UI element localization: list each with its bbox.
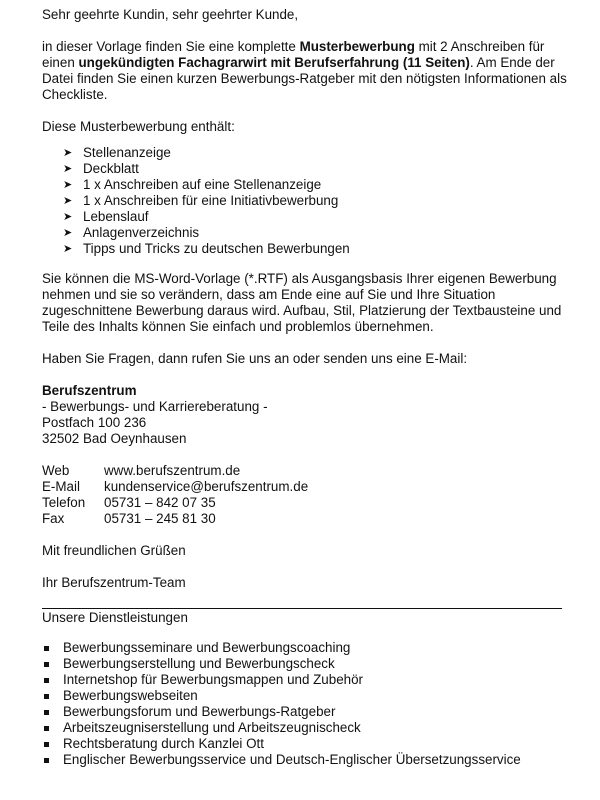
square-bullet-icon: [44, 662, 49, 667]
closing: Mit freundlichen Grüßen: [42, 543, 186, 558]
contents-heading: Diese Musterbewerbung enthält:: [42, 119, 235, 134]
address-block: [42, 383, 570, 447]
contact-block: [42, 463, 570, 527]
contact-label: Web: [42, 463, 70, 478]
intro-bold-2: ungekündigten Fachagrarwirt mit Berufserfahrung (11 Seiten): [78, 55, 470, 70]
square-bullet-icon: [44, 710, 49, 715]
square-bullet-icon: [44, 694, 49, 699]
list-item: Arbeitszeugniserstellung und Arbeitszeugnischeck: [44, 720, 570, 736]
list-item: ➤ Lebenslauf: [63, 209, 149, 224]
square-bullet-icon: [44, 646, 49, 651]
contact-row-phone: [42, 495, 570, 511]
square-bullet-icon: [44, 742, 49, 747]
contact-label: E-Mail: [42, 479, 80, 494]
list-item: Bewerbungserstellung und Bewerbungscheck: [44, 656, 570, 672]
arrow-bullet-icon: ➤: [63, 179, 73, 191]
signature: Ihr Berufszentrum-Team: [42, 575, 186, 590]
arrow-bullet-icon: ➤: [63, 195, 73, 207]
company-city: 32502 Bad Oeynhausen: [42, 431, 187, 446]
arrow-bullet-icon: ➤: [63, 243, 73, 255]
company-tagline: - Bewerbungs- und Karriereberatung -: [42, 399, 268, 414]
usage-paragraph: Sie können die MS-Word-Vorlage (*.RTF) als Ausgangsbasis Ihrer eigenen Bewerbung nehmen und sie so verändern, dass am Ende eine auf Sie und Ihre Situation zugeschnittene Bewerbung daraus wird. Aufbau, Stil, Platzierung der Textbausteine und Teile des Inhalts können Sie einfach und problemlos übernehmen.: [42, 271, 562, 334]
contact-label: Fax: [42, 511, 65, 526]
square-bullet-icon: [44, 678, 49, 683]
list-item: ➤ Anlagenverzeichnis: [63, 225, 200, 240]
salutation: Sehr geehrte Kundin, sehr geehrter Kunde,: [42, 7, 299, 22]
services-list: [42, 640, 570, 768]
arrow-bullet-icon: ➤: [63, 147, 73, 159]
list-item: Bewerbungswebseiten: [44, 688, 570, 704]
square-bullet-icon: [44, 726, 49, 731]
list-item: ➤ 1 x Anschreiben für eine Initiativbewerbung: [63, 193, 339, 208]
list-item: ➤ Tipps und Tricks zu deutschen Bewerbungen: [63, 241, 350, 256]
intro-text-3: . Am Ende der Datei finden Sie einen kurzen Bewerbungs-Ratgeber mit den nötigsten Informationen als Checkliste.: [42, 55, 567, 102]
fax-value: 05731 – 245 81 30: [104, 511, 216, 526]
arrow-bullet-icon: ➤: [63, 227, 73, 239]
list-item: ➤ Stellenanzeige: [63, 145, 171, 160]
list-item: Bewerbungsforum und Bewerbungs-Ratgeber: [44, 704, 570, 720]
company-pobox: Postfach 100 236: [42, 415, 147, 430]
list-item: Internetshop für Bewerbungsmappen und Zubehör: [44, 672, 570, 688]
services-heading: Unsere Dienstleistungen: [42, 610, 188, 625]
intro-text-2: mit 2 Anschreiben für einen: [42, 39, 545, 70]
questions-paragraph: Haben Sie Fragen, dann rufen Sie uns an oder senden uns eine E-Mail:: [42, 351, 468, 366]
divider: [42, 608, 562, 609]
web-link[interactable]: www.berufszentrum.de: [104, 463, 241, 478]
list-item: ➤ Deckblatt: [63, 161, 139, 176]
contact-row-web: [42, 463, 570, 479]
list-item: Rechtsberatung durch Kanzlei Ott: [44, 736, 570, 752]
intro-text-1: in dieser Vorlage finden Sie eine komplette: [42, 39, 300, 54]
arrow-bullet-icon: ➤: [63, 211, 73, 223]
contents-list: [42, 145, 570, 257]
intro-bold-1: Musterbewerbung: [299, 39, 415, 54]
company-name: Berufszentrum: [42, 383, 137, 398]
arrow-bullet-icon: ➤: [63, 163, 73, 175]
list-item: Bewerbungsseminare und Bewerbungscoaching: [44, 640, 570, 656]
document-page: [42, 7, 570, 768]
square-bullet-icon: [44, 758, 49, 763]
contact-label: Telefon: [42, 495, 86, 510]
intro-paragraph: [42, 39, 570, 103]
contact-row-fax: [42, 511, 570, 527]
email-link[interactable]: kundenservice@berufszentrum.de: [104, 479, 309, 494]
list-item: ➤ 1 x Anschreiben auf eine Stellenanzeige: [63, 177, 322, 192]
list-item: Englischer Bewerbungsservice und Deutsch-Englischer Übersetzungsservice: [44, 752, 570, 768]
contact-row-email: [42, 479, 570, 495]
phone-value: 05731 – 842 07 35: [104, 495, 216, 510]
